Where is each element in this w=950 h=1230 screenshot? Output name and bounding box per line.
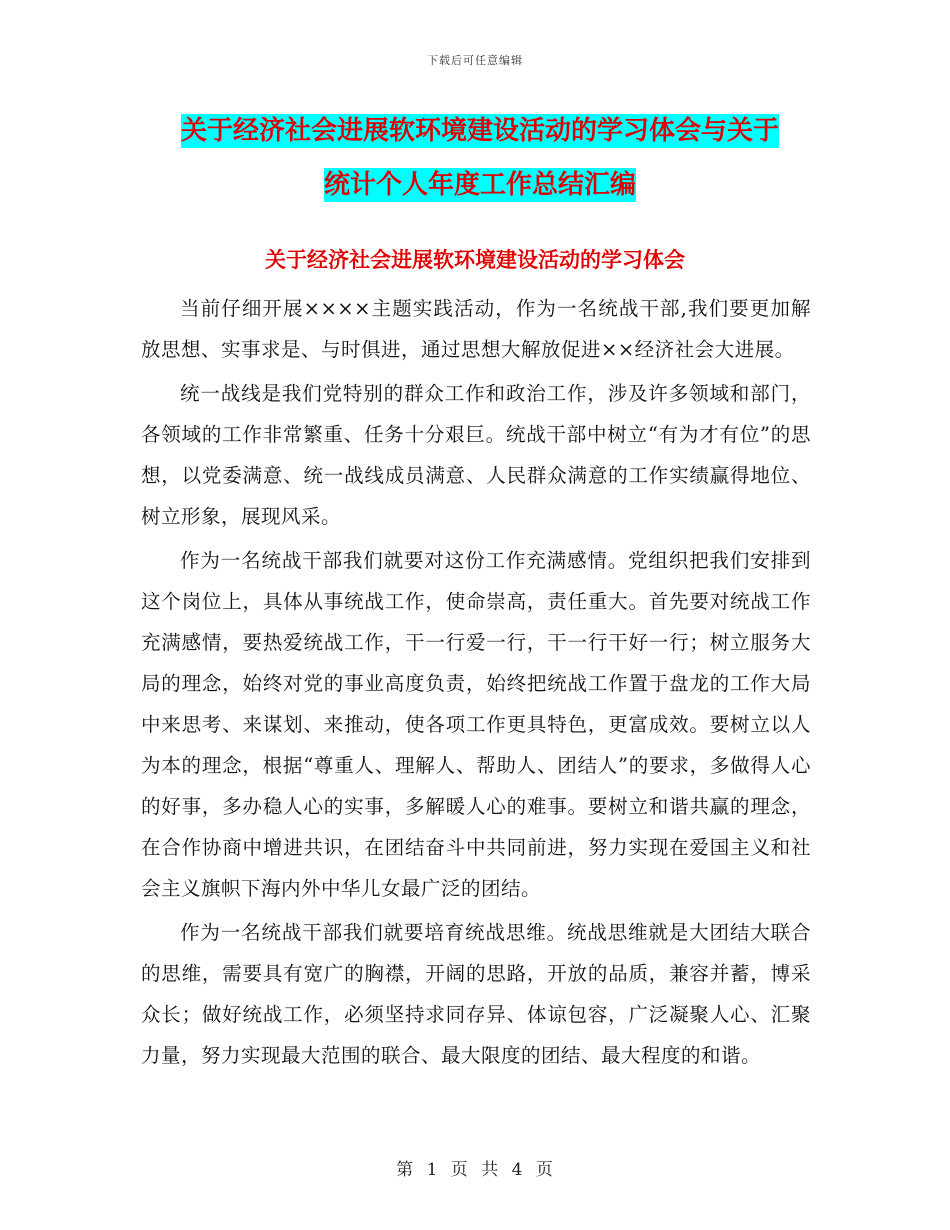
document-title <box>150 104 810 212</box>
document-title-line-1: 关于经济社会进展软环境建设活动的学习体会与关于 <box>180 116 779 146</box>
page-header-note: 下载后可任意编辑 <box>427 54 523 67</box>
page-number: 第 1 页 共 4 页 <box>396 1160 554 1180</box>
paragraph-2: 统一战线是我们党特别的群众工作和政治工作，涉及许多领域和部门，各领域的工作非常繁重、任务十分艰巨。统战干部中树立“有为才有位”的思想，以党委满意、统一战线成员满意、人民群众满意的工作实绩赢得地位、树立形象，展现风采。 <box>141 382 811 528</box>
paragraph-1: 当前仔细开展××××主题实践活动，作为一名统战干部,我们要更加解放思想、实事求是、与时俱进，通过思想大解放促进××经济社会大进展。 <box>141 297 811 361</box>
section-title: 关于经济社会进展软环境建设活动的学习体会 <box>265 248 685 272</box>
paragraph-4: 作为一名统战干部我们就要培育统战思维。统战思维就是大团结大联合的思维，需要具有宽广的胸襟，开阔的思路，开放的品质，兼容并蓄，博采众长；做好统战工作，必须坚持求同存异、体谅包容，广泛凝聚人心、汇聚力量，努力实现最大范围的联合、最大限度的团结、最大程度的和谐。 <box>141 921 811 1067</box>
body-text <box>141 288 811 1079</box>
paragraph-3: 作为一名统战干部我们就要对这份工作充满感情。党组织把我们安排到这个岗位上，具体从事统战工作，使命崇高，责任重大。首先要对统战工作充满感情，要热爱统战工作，干一行爱一行，干一行干好一行；树立服务大局的理念，始终对党的事业高度负责，始终把统战工作置于盘龙的工作大局中来思考、来谋划、来推动，使各项工作更具特色，更富成效。要树立以人为本的理念，根据“尊重人、理解人、帮助人、团结人”的要求，多做得人心的好事，多办稳人心的实事，多解暖人心的难事。要树立和谐共赢的理念，在合作协商中增进共识，在团结奋斗中共同前进，努力实现在爱国主义和社会主义旗帜下海内外中华儿女最广泛的团结。 <box>141 549 811 900</box>
document-title-line-2: 统计个人年度工作总结汇编 <box>323 170 636 200</box>
